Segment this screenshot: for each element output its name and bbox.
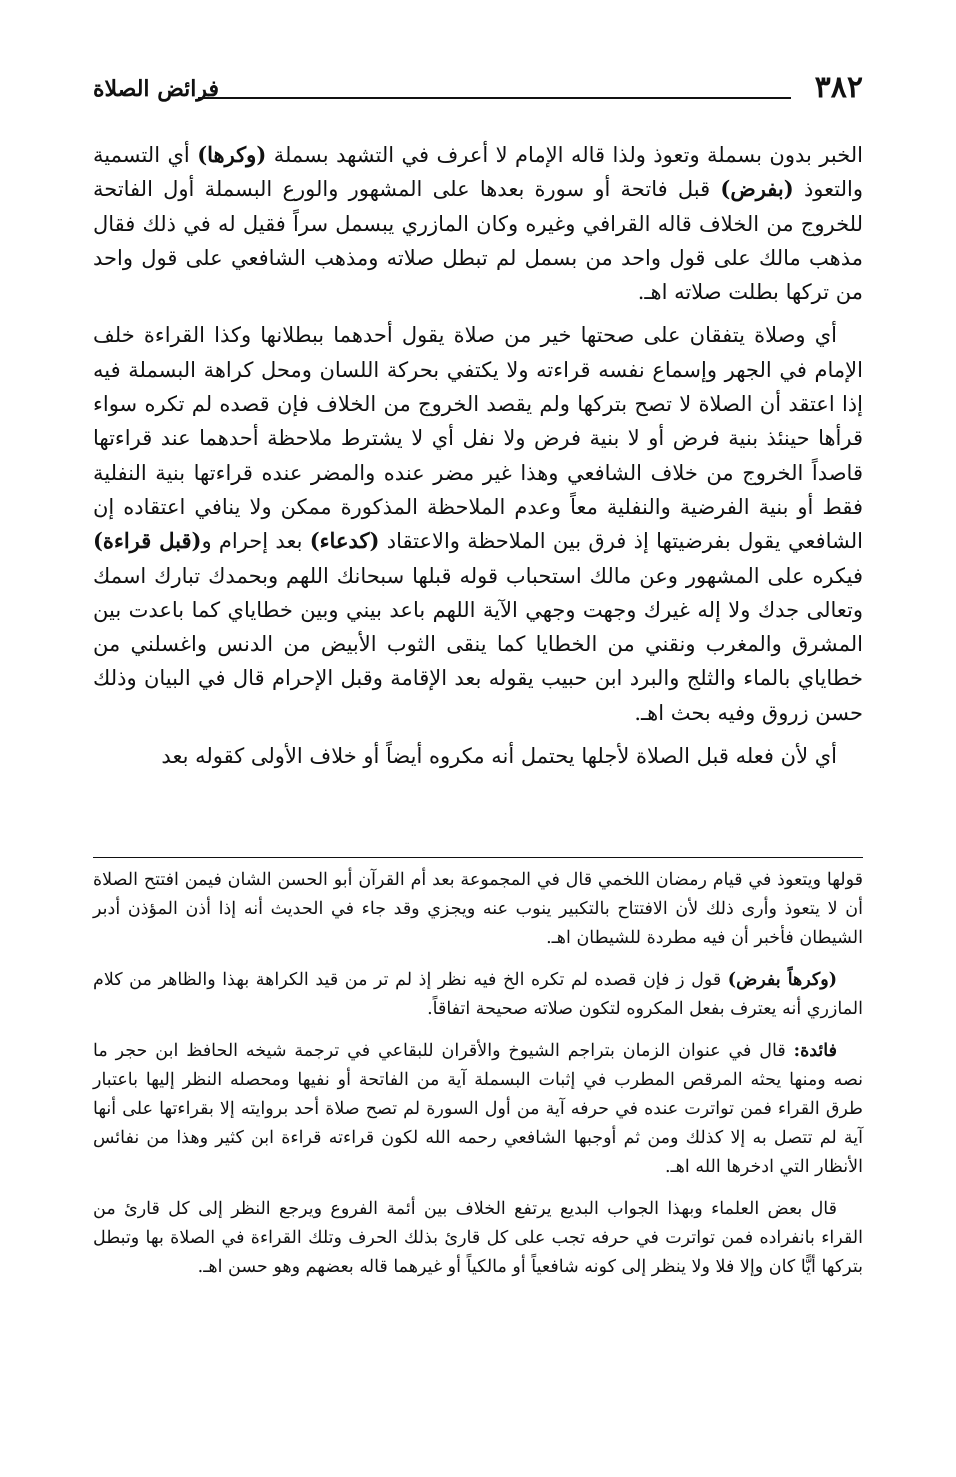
main-paragraph-3: أي لأن فعله قبل الصلاة لأجلها يحتمل أنه مكروه أيضاً أو خلاف الأولى كقوله بعد (161, 744, 837, 769)
footnote-1: قولها ويتعوذ في قيام رمضان اللخمي قال في المجموعة بعد أم القرآن أبو الحسن الشان فيمن افتتح الصلاة أن لا يتعوذ وأرى ذلك لأن الافتتاح بالتكبير ينوب عنه ويجزي وقد جاء في الحديث أنه إذا أذن المؤذن أدبر الشيطان فأخبر أن فيه مطردة للشيطان اهـ. (93, 870, 863, 948)
bold-term: فائدة: (793, 1041, 837, 1061)
text-run: أي التسمية والتعوذ (93, 143, 863, 202)
running-header (93, 70, 863, 106)
header-rule (198, 97, 791, 99)
bold-term: (وكرها) (197, 142, 267, 167)
text-run: الخبر بدون بسملة وتعوذ ولذا قاله الإمام لا أعرف في التشهد بسملة (266, 143, 863, 167)
text-run: قال في عنوان الزمان بتراجم الشيوخ والأقران للبقاعي في ترجمة شيخه الحافظ ابن حجر ما نصه ومنها يحثه المرقص المطرب في إثبات البسملة آية من الفاتحة أو نفيها ومحصله النظر إليها باعتبار طرق القراء فمن تواترت عنده في حرفه آية من أول السورة لم تصح صلاة أحد بروايته إلا بقراءتها على أنها آية لم تتصل به إلا كذلك ومن ثم أوجبها الشافعي رحمه الله لكون قراءته قراءة ابن كثير وهذا من نفائس الأنظار التي ادخرها الله اهـ. (93, 1041, 863, 1177)
text-run: أي وصلاة يتفقان على صحتها خير من صلاة يقول أحدهما ببطلانها وكذا القراءة خلف الإمام في الجهر وإسماع نفسه قراءته ولا يكتفي بحركة اللسان ومحل كراهة البسملة فيه إذا اعتقد أن الصلاة لا تصح بتركها ولم يقصد الخروج من الخلاف فإن قصده لم تكره سواء قرأها حينئذ بنية فرض أو لا بنية فرض ولا نفل أي لا يشترط ملاحظة أحدهما عند قراءتها قاصداً الخروج من خلاف الشافعي وهذا غير مضر عنده والمضر عنده قراءتها بنية النفلية فقط أو بنية الفرضية والنفلية معاً وعدم الملاحظة المذكورة ممكن ولا ينافي اعتقاده إن الشافعي يقول بفرضيتها إذ فرق بين الملاحظة والاعتقاد (93, 323, 863, 554)
main-paragraph-1 (93, 138, 863, 309)
footnote-separator (93, 857, 863, 858)
footnote-2 (93, 966, 863, 1024)
main-paragraph-2 (93, 318, 863, 730)
chapter-title: فرائض الصلاة (93, 76, 220, 102)
page-number: ٣٨٢ (814, 70, 863, 105)
bold-term: (كدعاء) (309, 528, 380, 554)
bold-term: (قبل قراءة) (93, 528, 202, 554)
text-run: قبل فاتحة أو سورة بعدها على المشهور والورع البسملة أول الفاتحة للخروج من الخلاف قاله القرافي وغيره وكان المازري يبسمل سراً فقيل له في ذلك فقال مذهب مالك على قول واحد من بسمل لم تبطل صلاته ومذهب الشافعي على قول واحد من تركها بطلت صلاته اهـ. (93, 177, 863, 305)
main-text (93, 138, 863, 773)
footnotes (93, 866, 863, 1282)
footnote-3 (93, 1037, 863, 1182)
bold-term: (وكرهاً بفرض) (727, 970, 837, 990)
footnote-4: قال بعض العلماء وبهذا الجواب البديع يرتفع الخلاف بين أئمة الفروع ويرجع النظر إلى كل قارئ من القراء بانفراده فمن تواترت في حرفه تجب على كل قارئ بذلك الحرف وتلك القراءة في الصلاة بها وتبطل بتركها أيًّا كان وإلا فلا ولا ينظر إلى كونه شافعياً أو مالكياً أو غيرهما قاله بعضهم وهو حسن اهـ. (93, 1199, 863, 1277)
text-run: فيكره على المشهور وعن مالك استحباب قوله قبلها سبحانك اللهم وبحمدك تبارك اسمك وتعالى جدك ولا إله غيرك وجهت وجهي الآية اللهم باعد بيني وبين خطاياي كما باعدت بين المشرق والمغرب ونقني من الخطايا كما ينقى الثوب الأبيض من الدنس واغسلني من خطاياي بالماء والثلج والبرد ابن حبيب يقوله بعد الإقامة وقبل الإحرام قال في البيان وذلك حسن زروق وفيه بحث اهـ. (93, 563, 863, 725)
bold-term: (بفرض) (720, 176, 794, 202)
text-run: قول ز فإن قصده لم تكره الخ فيه نظر إذ لم تر من قيد الكراهة بهذا والظاهر من كلام المازري أنه يعترف بفعل المكروه لتكون صلاته صحيحة اتفاقاً. (93, 970, 863, 1019)
text-run: بعد إحرام و (201, 529, 310, 554)
